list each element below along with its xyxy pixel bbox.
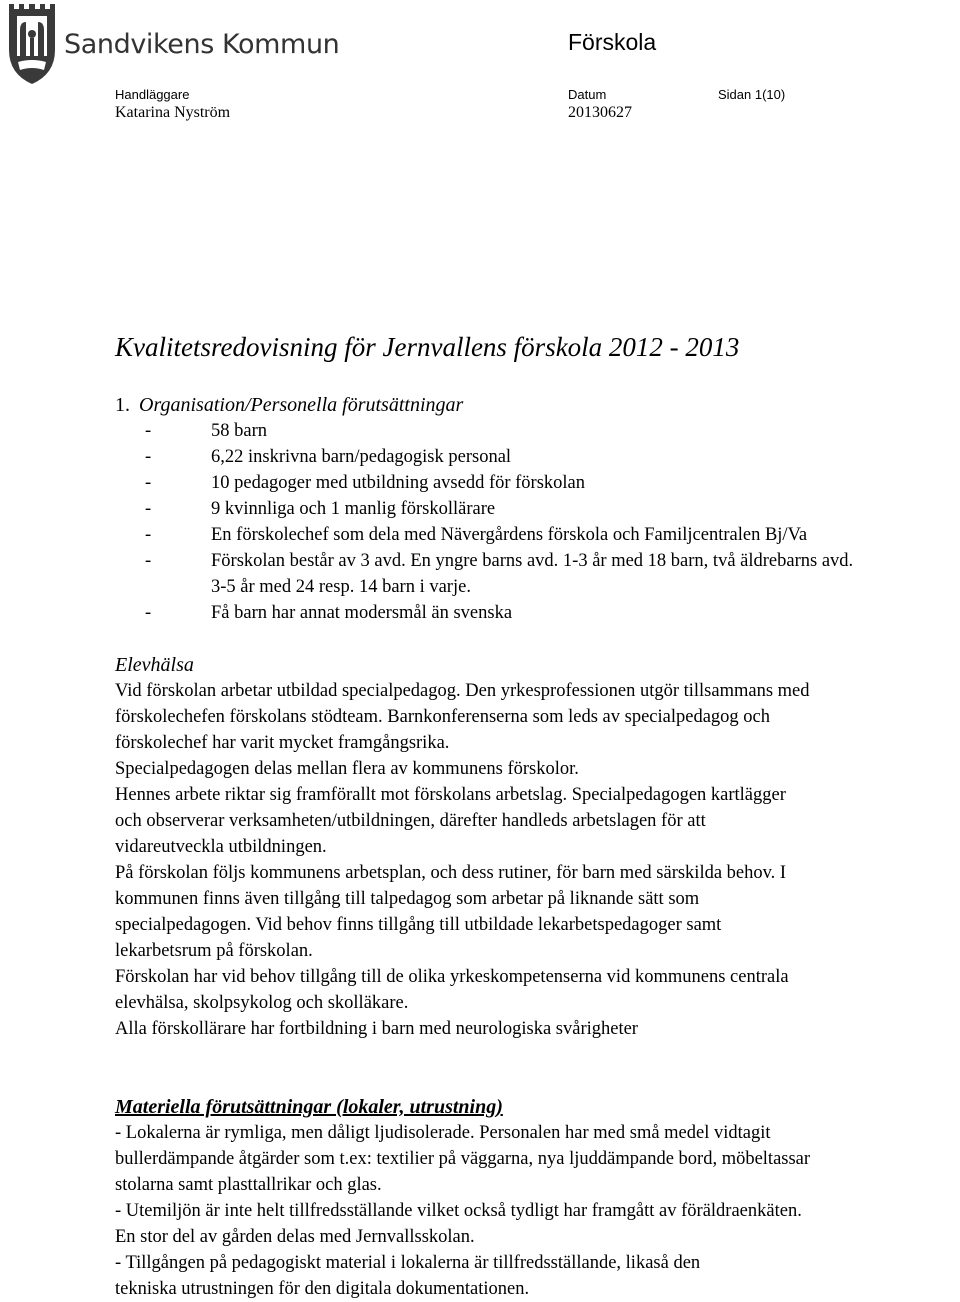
elevhalsa-heading: Elevhälsa xyxy=(115,654,194,676)
materiella-heading: Materiella förutsättningar (lokaler, utrustning) xyxy=(115,1096,503,1118)
list-item: - 6,22 inskrivna barn/pedagogisk personal xyxy=(145,444,945,470)
text-line: Specialpedagogen delas mellan flera av kommunens förskolor. xyxy=(115,759,579,779)
text-line: - Utemiljön är inte helt tillfredsställande vilket också tydligt har framgått av föräldraenkäten. xyxy=(115,1201,802,1221)
handler-label: Handläggare xyxy=(115,87,190,102)
handler-value: Katarina Nyström xyxy=(115,104,231,121)
list-item: - 58 barn xyxy=(145,418,945,444)
date-label: Datum xyxy=(568,87,607,102)
text-line: Alla förskollärare har fortbildning i barn med neurologiska svårigheter xyxy=(115,1019,638,1039)
text-line: - Tillgången på pedagogiskt material i lokalerna är tillfredsställande, likaså den xyxy=(115,1253,701,1273)
text-line: bullerdämpande åtgärder som t.ex: textilier på väggarna, nya ljuddämpande bord, möbeltassar xyxy=(115,1149,811,1169)
list-item: - 9 kvinnliga och 1 manlig förskollärare xyxy=(145,496,945,522)
text-line: Förskolan har vid behov tillgång till de olika yrkeskompetenserna vid kommunens centrala xyxy=(115,967,789,987)
text-line: vidareutveckla utbildningen. xyxy=(115,837,327,857)
list-item: - Förskolan består av 3 avd. En yngre barns avd. 1-3 år med 18 barn, två äldrebarns avd. xyxy=(145,548,945,574)
coat-of-arms-icon xyxy=(4,0,60,86)
text-line: tekniska utrustningen för den digitala dokumentationen. xyxy=(115,1279,530,1299)
text-line: förskolechefen förskolans stödteam. Barnkonferenserna som leds av specialpedagog och xyxy=(115,707,770,727)
list-item: - En förskolechef som dela med Nävergårdens förskola och Familjcentralen Bj/Va xyxy=(145,522,945,548)
list-item: - 10 pedagoger med utbildning avsedd för förskolan xyxy=(145,470,945,496)
org-name: Sandvikens Kommun xyxy=(64,29,340,60)
text-line: elevhälsa, skolpsykolog och skolläkare. xyxy=(115,993,409,1013)
materiella-text xyxy=(115,1120,945,1302)
text-line: Vid förskolan arbetar utbildad specialpedagog. Den yrkesprofessionen utgör tillsammans med xyxy=(115,681,810,701)
section-1-number: 1. xyxy=(115,394,130,416)
section-1-list xyxy=(115,418,945,626)
date-value: 20130627 xyxy=(568,104,632,121)
document-title: Kvalitetsredovisning för Jernvallens förskola 2012 - 2013 xyxy=(115,332,740,362)
text-line: och observerar verksamheten/utbildningen, därefter handleds arbetslagen för att xyxy=(115,811,706,831)
document-type: Förskola xyxy=(568,29,657,55)
text-line: På förskolan följs kommunens arbetsplan, och dess rutiner, för barn med särskilda behov. I xyxy=(115,863,787,883)
text-line: förskolechef har varit mycket framgångsrika. xyxy=(115,733,450,753)
text-line: En stor del av gården delas med Jernvallsskolan. xyxy=(115,1227,475,1247)
list-item: - Få barn har annat modersmål än svenska xyxy=(145,600,945,626)
text-line: lekarbetsrum på förskolan. xyxy=(115,941,313,961)
text-line: Hennes arbete riktar sig framförallt mot förskolans arbetslag. Specialpedagogen kartlägger xyxy=(115,785,786,805)
elevhalsa-text xyxy=(115,678,945,1042)
document-body xyxy=(115,392,945,1302)
text-line: specialpedagogen. Vid behov finns tillgång till utbildade lekarbetspedagoger samt xyxy=(115,915,722,935)
list-item: 3-5 år med 24 resp. 14 barn i varje. xyxy=(211,577,471,597)
page-number: Sidan 1(10) xyxy=(718,87,786,102)
text-line: stolarna samt plasttallrikar och glas. xyxy=(115,1175,382,1195)
text-line: kommunen finns även tillgång till talpedagog som arbetar på liknande sätt som xyxy=(115,889,700,909)
section-1-title: Organisation/Personella förutsättningar xyxy=(139,394,464,416)
text-line: - Lokalerna är rymliga, men dåligt ljudisolerade. Personalen har med små medel vidtagit xyxy=(115,1123,771,1143)
section-1-heading xyxy=(115,392,945,418)
logo xyxy=(0,0,340,86)
